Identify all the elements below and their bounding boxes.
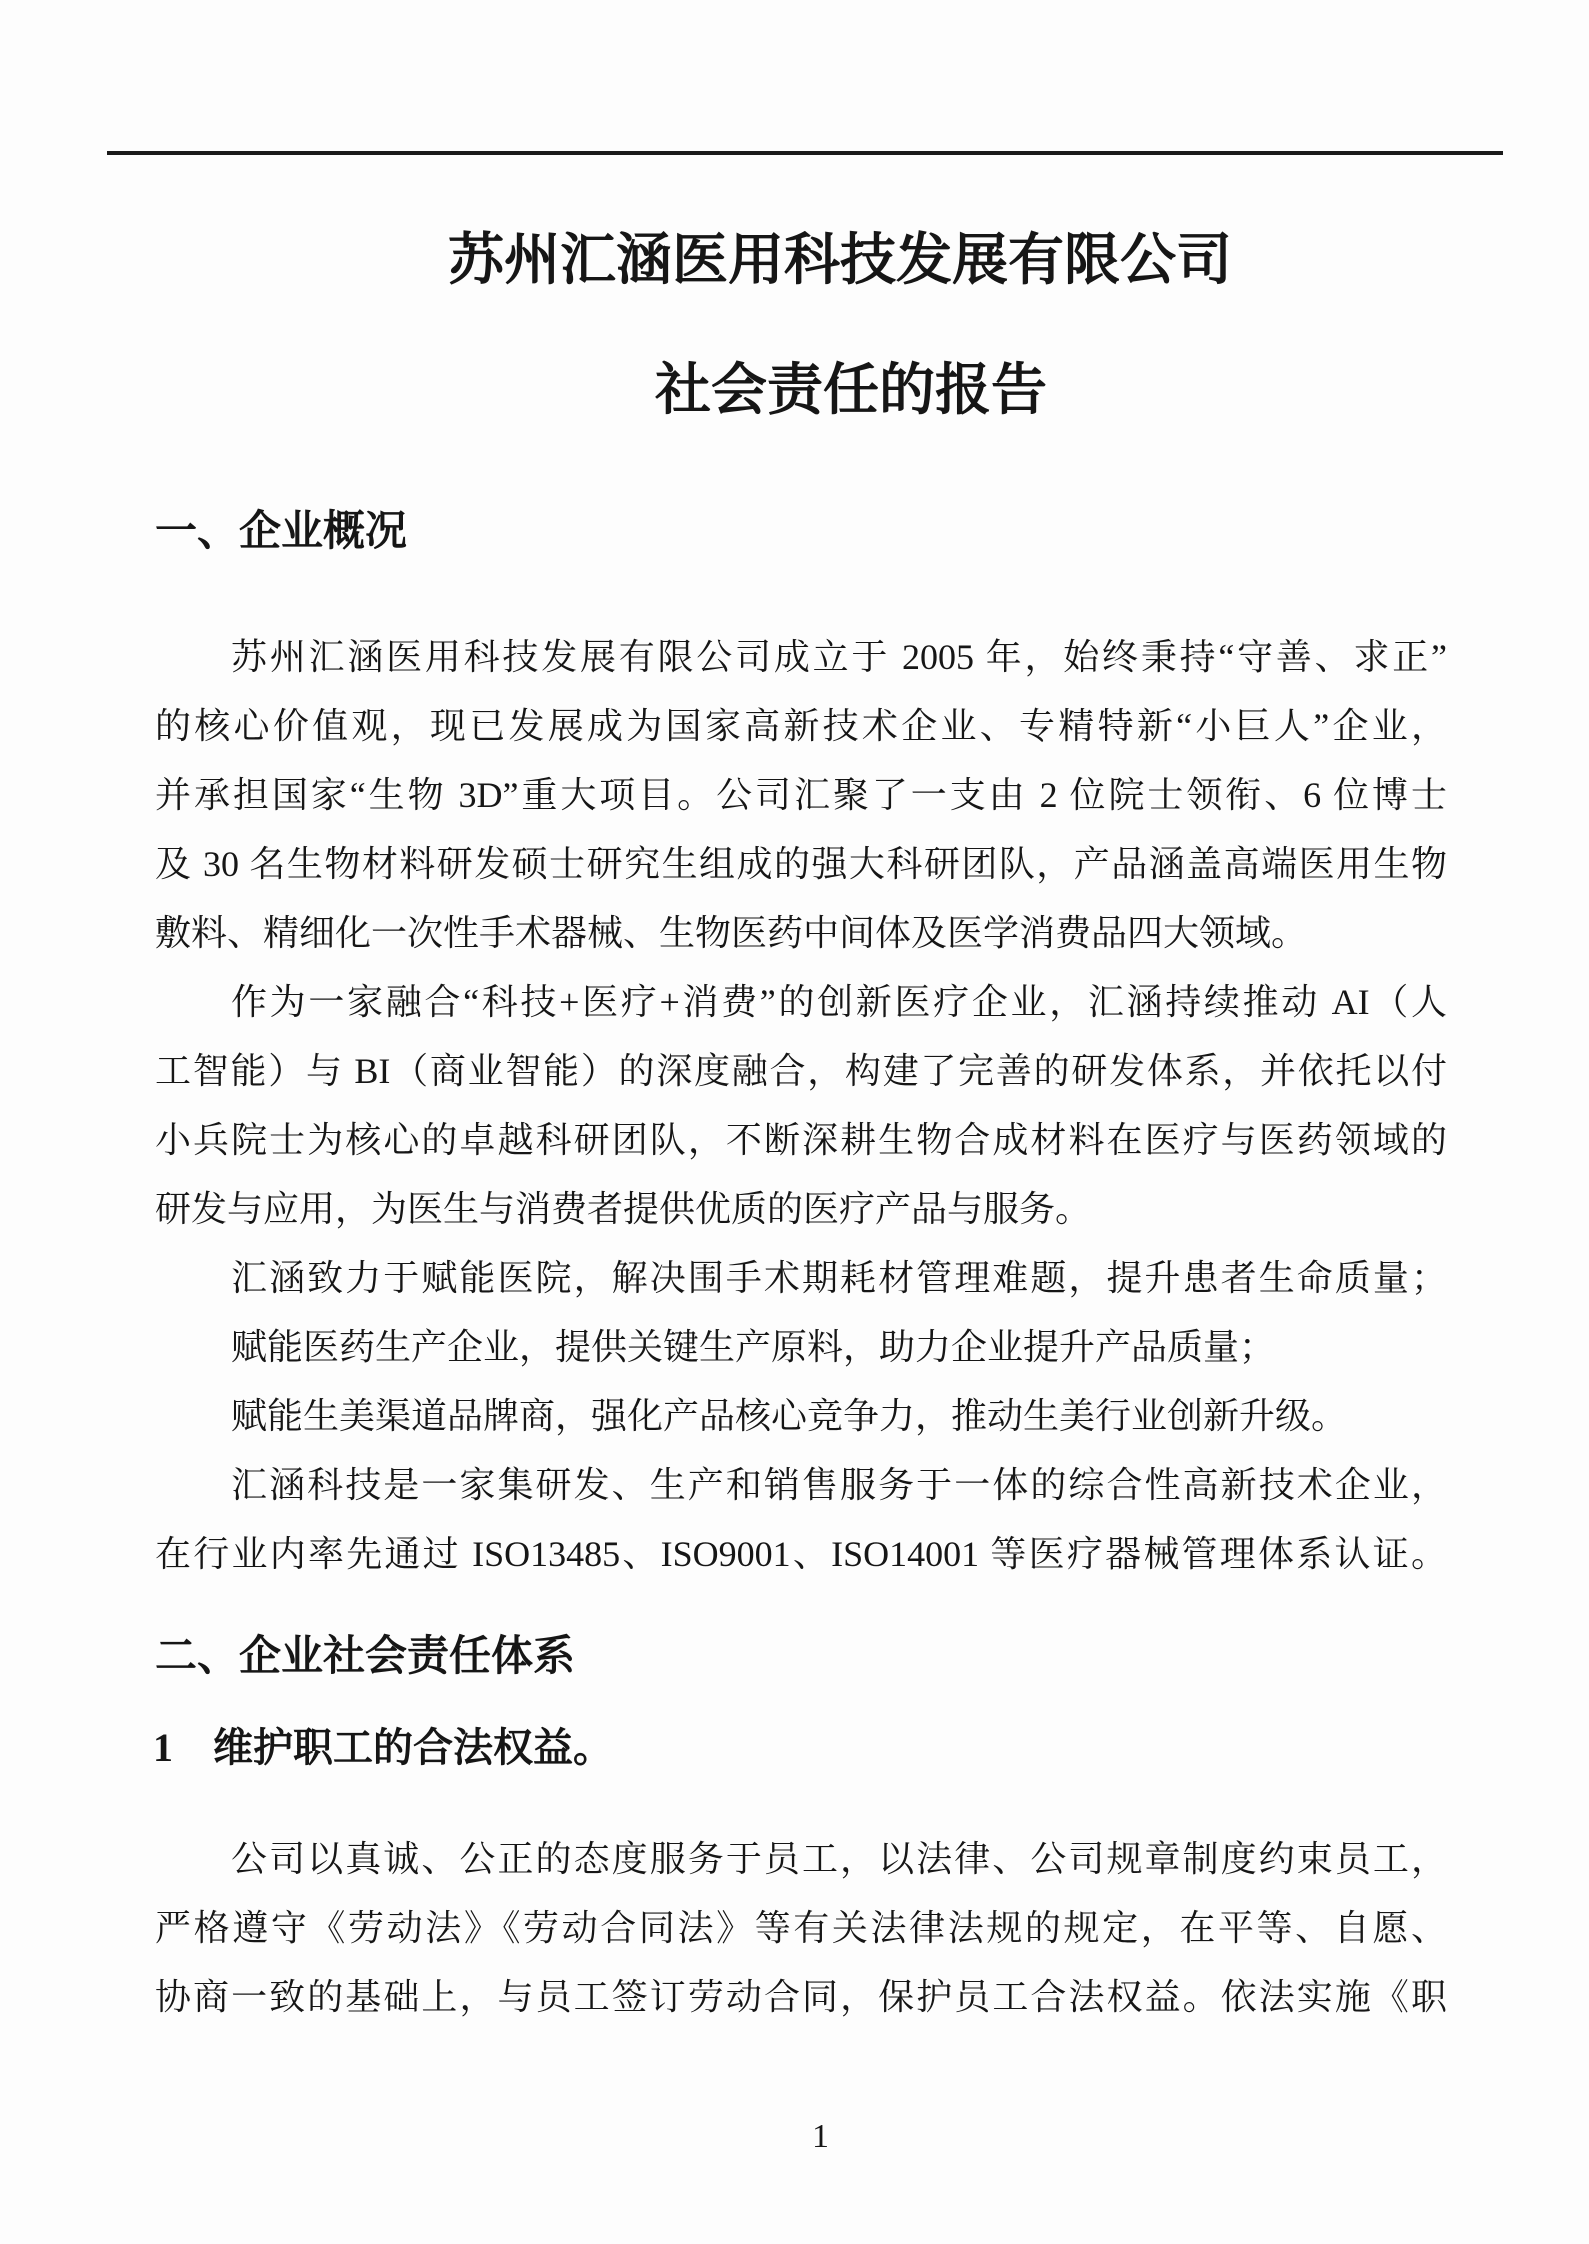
- body-line: 协商一致的基础上，与员工签订劳动合同，保护员工合法权益。依法实施《职: [155, 1977, 1447, 2017]
- body-line: 并承担国家“生物 3D”重大项目。公司汇聚了一支由 2 位院士领衔、6 位博士: [155, 775, 1447, 815]
- page-number: 1: [812, 2118, 829, 2155]
- body-line: 公司以真诚、公正的态度服务于员工，以法律、公司规章制度约束员工，: [231, 1839, 1447, 1879]
- body-line: 工智能）与 BI（商业智能）的深度融合，构建了完善的研发体系，并依托以付: [155, 1051, 1447, 1091]
- body-line: 在行业内率先通过 ISO13485、ISO9001、ISO14001 等医疗器械管理体系认证。: [155, 1534, 1447, 1574]
- section-heading-company-overview: 一、企业概况: [155, 509, 408, 555]
- document-subtitle: 社会责任的报告: [655, 360, 1047, 422]
- body-line: 苏州汇涵医用科技发展有限公司成立于 2005 年，始终秉持“守善、求正”: [231, 637, 1447, 677]
- section1-body: [155, 623, 1447, 1589]
- body-line: 作为一家融合“科技+医疗+消费”的创新医疗企业，汇涵持续推动 AI（人: [231, 982, 1447, 1022]
- body-line: 及 30 名生物材料研发硕士研究生组成的强大科研团队，产品涵盖高端医用生物: [155, 844, 1447, 884]
- body-line: 敷料、精细化一次性手术器械、生物医药中间体及医学消费品四大领域。: [155, 913, 1308, 953]
- body-line: 赋能医药生产企业，提供关键生产原料，助力企业提升产品质量；: [231, 1327, 1276, 1367]
- body-line: 汇涵科技是一家集研发、生产和销售服务于一体的综合性高新技术企业，: [231, 1465, 1447, 1505]
- body-line: 研发与应用，为医生与消费者提供优质的医疗产品与服务。: [155, 1189, 1092, 1229]
- subsection-heading-employee-rights: 1 维护职工的合法权益。: [153, 1725, 613, 1770]
- body-line: 小兵院士为核心的卓越科研团队，不断深耕生物合成材料在医疗与医药领域的: [155, 1120, 1447, 1160]
- section-heading-csr-system: 二、企业社会责任体系: [155, 1634, 576, 1680]
- body-line: 汇涵致力于赋能医院，解决围手术期耗材管理难题，提升患者生命质量；: [231, 1258, 1447, 1298]
- body-line: 严格遵守《劳动法》《劳动合同法》等有关法律法规的规定，在平等、自愿、: [155, 1908, 1447, 1948]
- body-line: 赋能生美渠道品牌商，强化产品核心竞争力，推动生美行业创新升级。: [231, 1396, 1348, 1436]
- body-line: 的核心价值观，现已发展成为国家高新技术企业、专精特新“小巨人”企业，: [155, 706, 1447, 746]
- document-title: 苏州汇涵医用科技发展有限公司: [448, 230, 1232, 292]
- header-rule: [107, 151, 1503, 155]
- subsection1-body: [155, 1825, 1447, 2032]
